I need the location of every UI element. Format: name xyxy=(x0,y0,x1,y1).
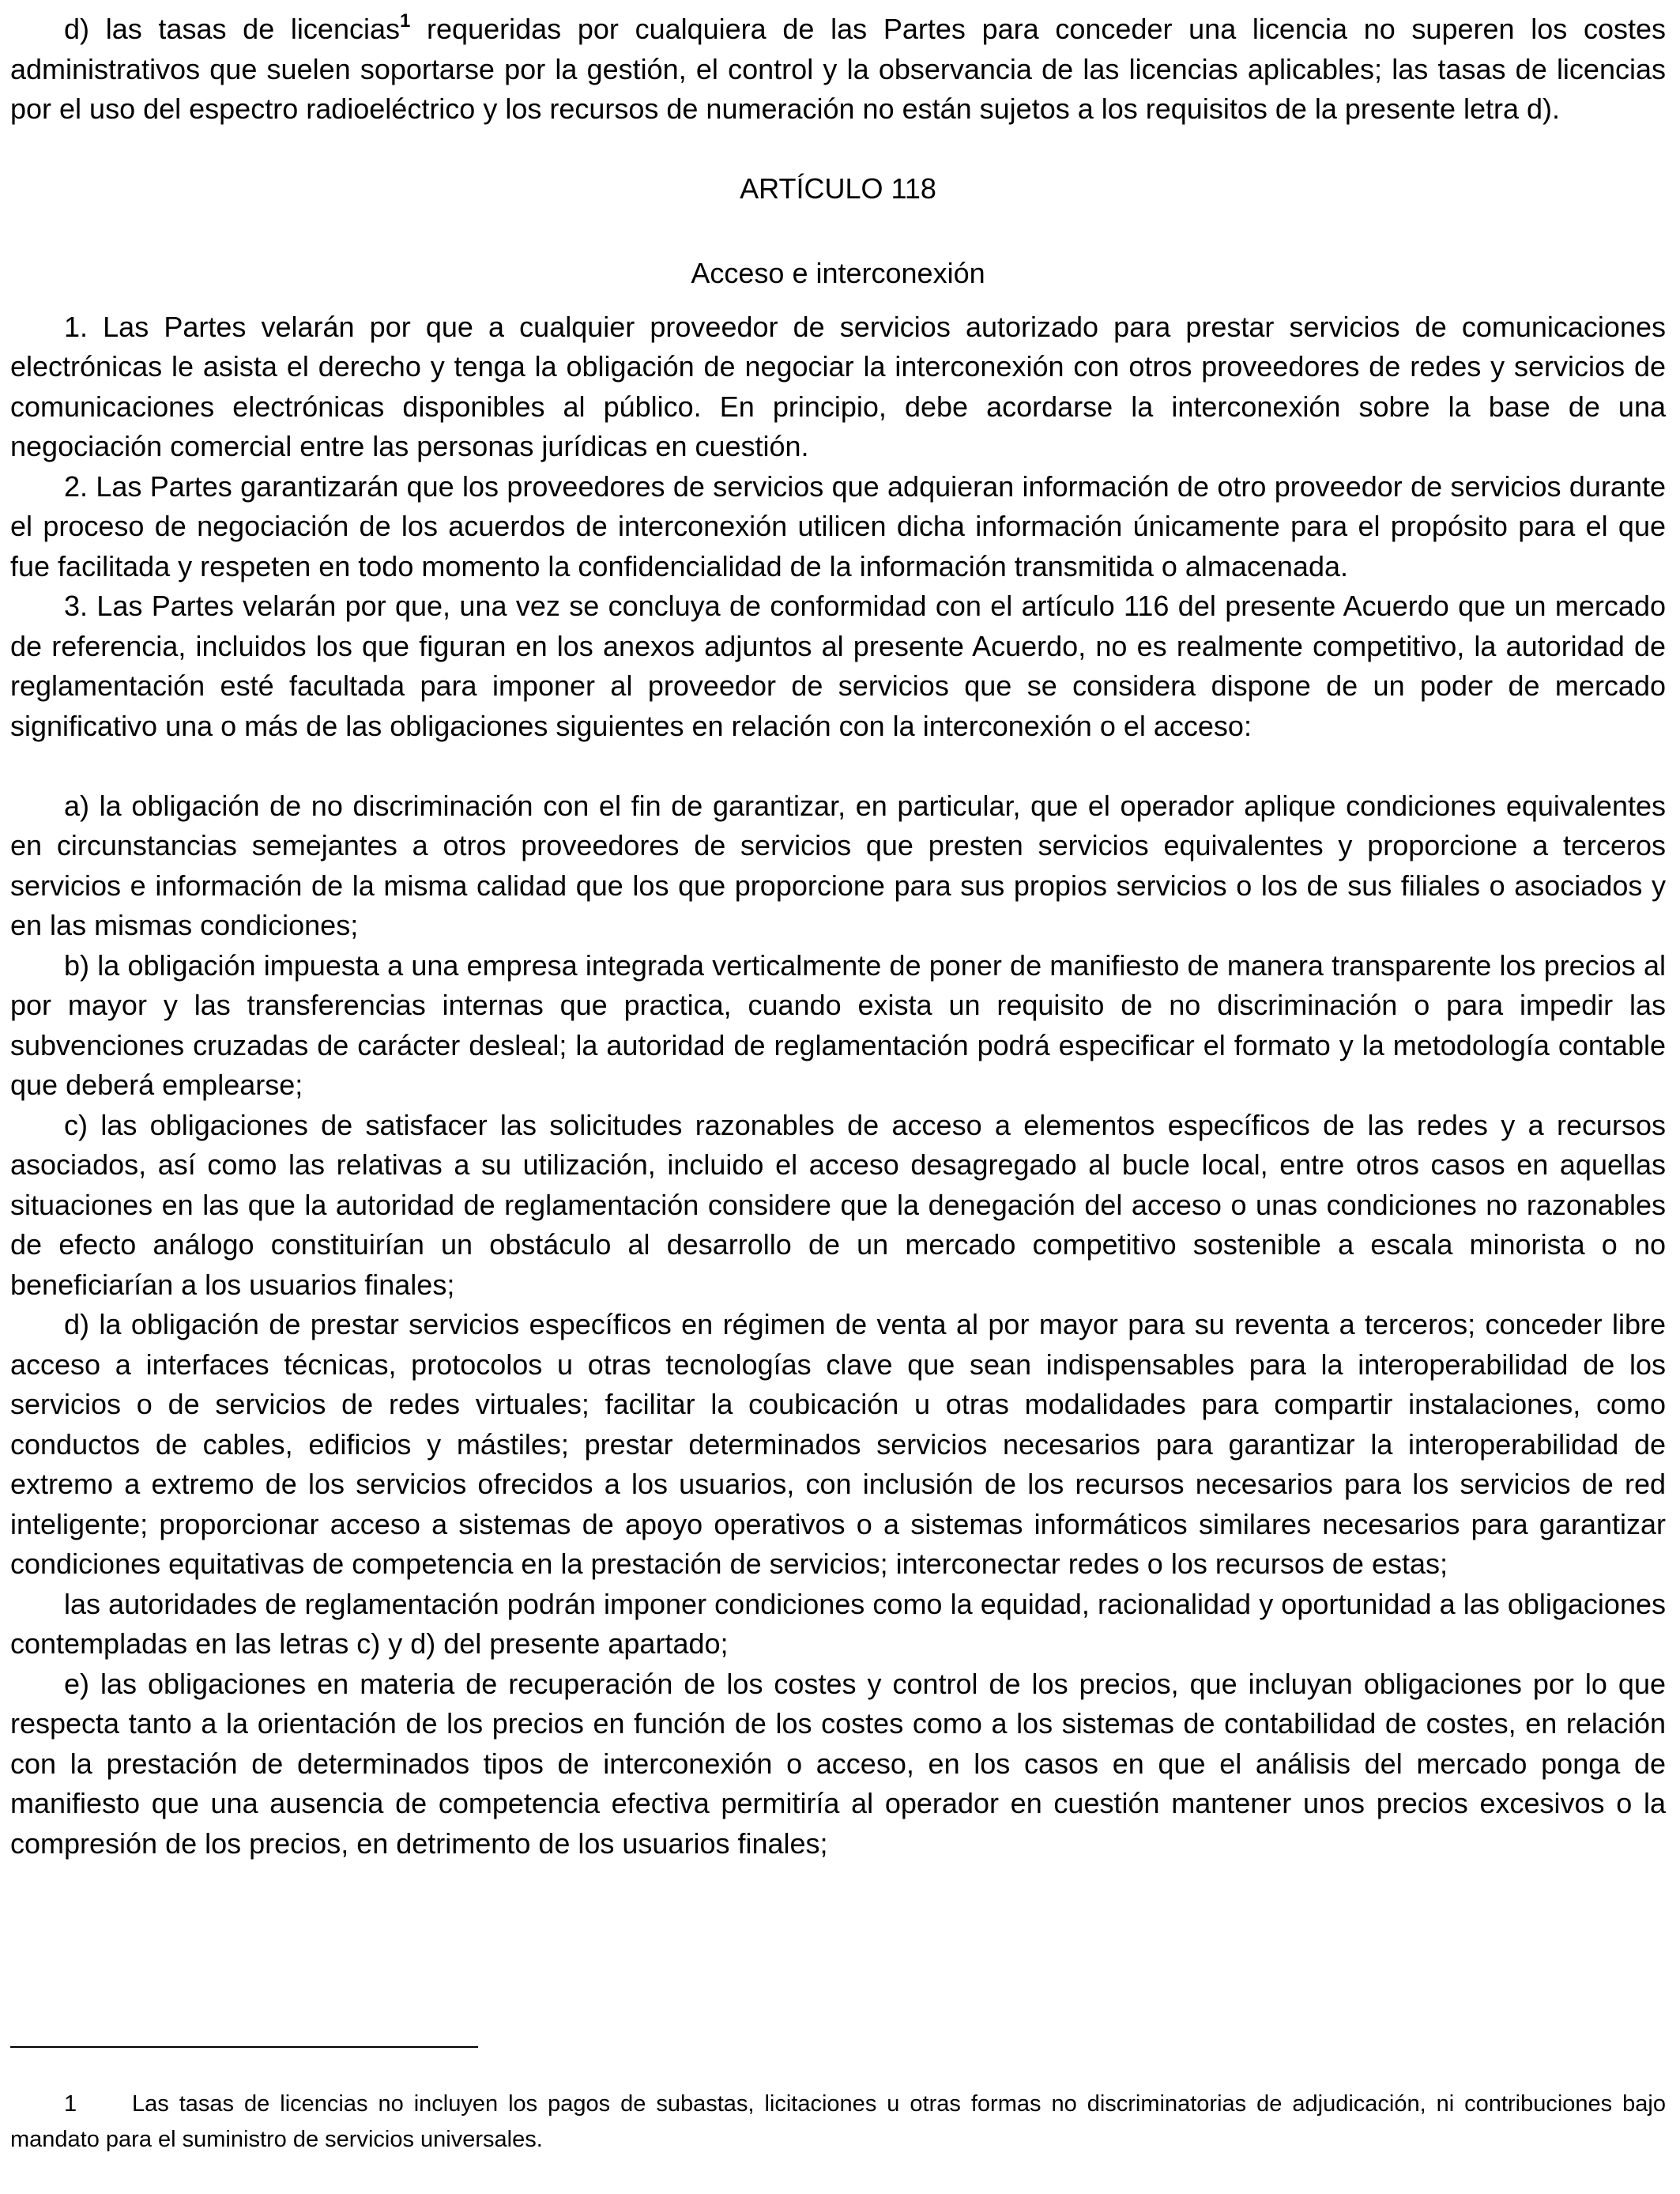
numbered-paragraph-1: 1. Las Partes velarán por que a cualquier proveedor de servicios autorizado para prestar servicios de comunicaciones electrónicas le asista el derecho y tenga la obligación de negociar la interconexión con otros proveedores de redes y servicios de comunicaciones electrónicas disponibles al público. En principio, debe acordarse la interconexión sobre la base de una negociación comercial entre las personas jurídicas en cuestión. xyxy=(10,310,1666,462)
footnote xyxy=(10,2087,1666,2158)
footnote-text: Las tasas de licencias no incluyen los pagos de subastas, licitaciones u otras formas no discriminatorias de adjudicación, ni contribuciones bajo mandato para el suministro de servicios universales. xyxy=(10,2091,1666,2152)
footnote-reference[interactable]: 1 xyxy=(399,10,411,32)
footnote-marker: 1 xyxy=(64,2091,77,2117)
lettered-item-c: c) las obligaciones de satisfacer las solicitudes razonables de acceso a elementos específicos de las redes y a recursos asociados, así como las relativas a su utilización, incluido el acceso desagregado al bucle local, entre otros casos en aquellas situaciones en las que la autoridad de reglamentación considere que la denegación del acceso o unas condiciones no razonables de efecto análogo constituirían un obstáculo al desarrollo de un mercado competitivo sostenible a escala minorista o no beneficiarían a los usuarios finales; xyxy=(10,1108,1666,1301)
numbered-paragraph-2: 2. Las Partes garantizarán que los proveedores de servicios que adquieran información de otro proveedor de servicios durante el proceso de negociación de los acuerdos de interconexión utilicen dicha información únicamente para el propósito para el que fue facilitada y respeten en todo momento la confidencialidad de la información transmitida o almacenada. xyxy=(10,469,1666,582)
lettered-item-d: d) la obligación de prestar servicios específicos en régimen de venta al por mayor para su reventa a terceros; conceder libre acceso a interfaces técnicas, protocolos u otras tecnologías clave que sean indispensables para la interoperabilidad de los servicios o de servicios de redes virtuales; facilitar la coubicación u otras modalidades para compartir instalaciones, como conductos de cables, edificios y mástiles; prestar determinados servicios necesarios para garantizar la interoperabilidad de extremo a extremo de los servicios ofrecidos a los usuarios, con inclusión de los recursos necesarios para los servicios de red inteligente; proporcionar acceso a sistemas de apoyo operativos o a sistemas informáticos similares necesarios para garantizar condiciones equitativas de competencia en la prestación de servicios; interconectar redes o los recursos de estas; xyxy=(10,1308,1666,1580)
numbered-paragraph-3: 3. Las Partes velarán por que, una vez se concluya de conformidad con el artículo 116 del presente Acuerdo que un mercado de referencia, incluidos los que figuran en los anexos adjuntos al presente Acuerdo, no es realmente competitivo, la autoridad de reglamentación esté facultada para imponer al proveedor de servicios que se considera dispone de un poder de mercado significativo una o más de las obligaciones siguientes en relación con la interconexión o el acceso: xyxy=(10,590,1666,742)
paragraph-d-text: requeridas por cualquiera de las Partes para conceder una licencia no superen los costes administrativos que suelen soportarse por la gestión, el control y la observancia de las licencias aplicables; las tasas de licencias por el uso del espectro radioeléctrico y los recursos de numeración no están sujetos a los requisitos de la presente letra d). xyxy=(10,13,1666,125)
lettered-item-a: a) la obligación de no discriminación con el fin de garantizar, en particular, que el operador aplique condiciones equivalentes en circunstancias semejantes a otros proveedores de servicios que presten servicios equivalentes y proporcione a terceros servicios e información de la misma calidad que los que proporcione para sus propios servicios o los de sus filiales o asociados y en las mismas condiciones; xyxy=(10,789,1666,941)
article-number: ARTÍCULO 118 xyxy=(740,172,936,205)
lettered-item-d-note: las autoridades de reglamentación podrán imponer condiciones como la equidad, racionalidad y oportunidad a las obligaciones contempladas en las letras c) y d) del presente apartado; xyxy=(10,1587,1666,1660)
footnote-separator xyxy=(10,2046,478,2048)
paragraph-d-licence-fees xyxy=(10,9,1666,130)
article-title: Acceso e interconexión xyxy=(691,257,985,289)
document-page xyxy=(10,9,1666,1864)
paragraph-d-prefix: d) las tasas de licencias xyxy=(64,13,400,45)
lettered-item-e: e) las obligaciones en materia de recuperación de los costes y control de los precios, que incluyan obligaciones por lo que respecta tanto a la orientación de los precios en función de los costes como a los sistemas de contabilidad de costes, en relación con la prestación de determinados tipos de interconexión o acceso, en los casos en que el análisis del mercado ponga de manifiesto que una ausencia de competencia efectiva permitiría al operador en cuestión mantener unos precios excesivos o la compresión de los precios, en detrimento de los usuarios finales; xyxy=(10,1667,1666,1860)
lettered-item-b: b) la obligación impuesta a una empresa integrada verticalmente de poner de manifiesto de manera transparente los precios al por mayor y las transferencias internas que practica, cuando exista un requisito de no discriminación o para impedir las subvenciones cruzadas de carácter desleal; la autoridad de reglamentación podrá especificar el formato y la metodología contable que deberá emplearse; xyxy=(10,948,1666,1101)
